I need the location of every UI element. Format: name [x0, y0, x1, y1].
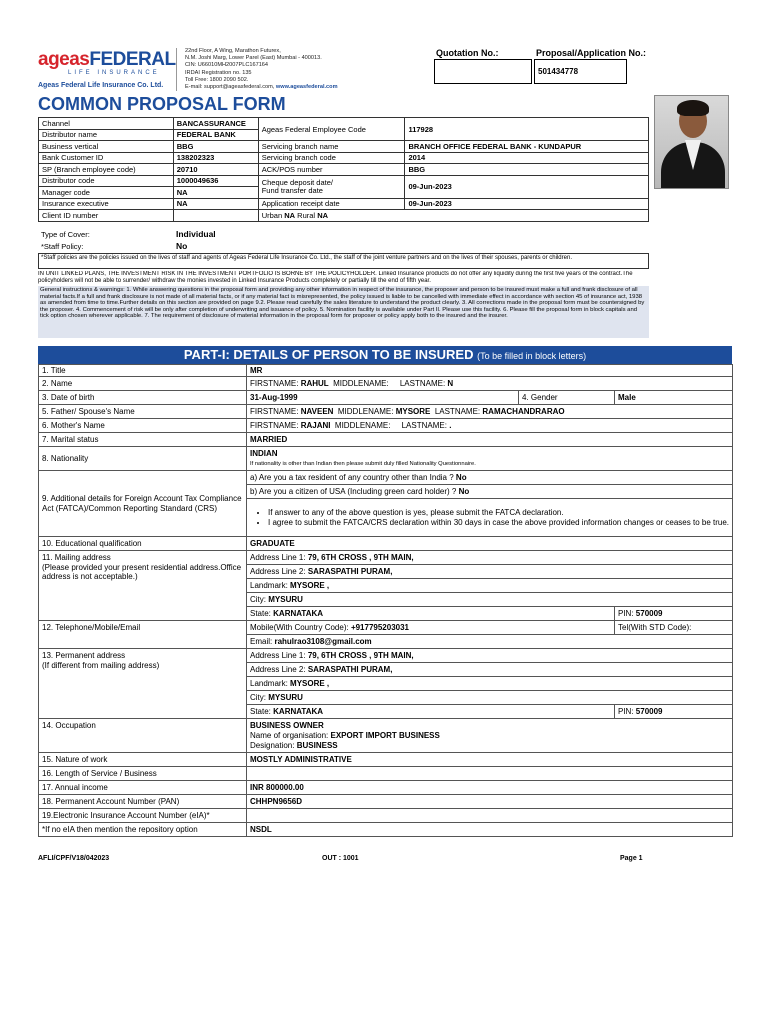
mail-line2: [247, 565, 733, 579]
mail-city: [247, 593, 733, 607]
mail-pin: [615, 607, 733, 621]
cin: CIN: U66010MH2007PLC167164: [185, 62, 269, 69]
org-value: EXPORT IMPORT BUSINESS: [330, 730, 440, 740]
label: Client ID number: [39, 210, 174, 222]
work-label: 15. Nature of work: [39, 753, 247, 767]
urban-value: NA: [284, 210, 296, 220]
nationality: INDIAN: [250, 448, 278, 458]
page-number: Page 1: [620, 855, 643, 862]
perm-line2: [247, 663, 733, 677]
value: 117928: [405, 118, 649, 141]
mother-lastname: .: [449, 421, 452, 430]
company-logo: [38, 50, 176, 76]
father-firstname: NAVEEN: [300, 407, 334, 416]
std-phone: [615, 621, 733, 635]
city-label: City:: [250, 595, 266, 604]
al1-label: Address Line 1:: [250, 651, 306, 660]
city-value: MYSURU: [268, 693, 303, 702]
pin-label: PIN:: [618, 707, 634, 716]
mailing-address-label: 11. Mailing address (Please provided your present residential address.Office address is not acceptable.): [39, 551, 247, 621]
ln-label: LASTNAME:: [434, 407, 481, 416]
value: 138202323: [173, 152, 258, 164]
value: 1000049636: [173, 175, 258, 187]
title-value: MR: [247, 365, 733, 377]
perm-pin: [615, 705, 733, 719]
lm-label: Landmark:: [250, 581, 288, 590]
rural-label: Rural: [297, 210, 316, 220]
state-value: KARNATAKA: [273, 609, 324, 618]
quotation-label: Quotation No.:: [436, 48, 499, 58]
lastname: N: [447, 379, 454, 388]
label: Business vertical: [39, 141, 174, 153]
general-instructions: General instructions & warnings: 1. While answering questions in the proposal form and providing any other information in respect of the insurance, the proposer and person to be insured must make a full and frank disclosure of all material facts.If a full and frank disclosure is not made of all material facts, or if any material fact is misrepresented, the policy issued is liable to be cancelled with immediate effect in accordance with section 45 of insurance act, 1938 as amended from time to time.Further details on this section are provided on page 9.2. Please read carefully the sales literature to understand the product clearly. 3. All corrections made in the proposal form must be countersigned by the proposer. 4. Commencement of risk will be only after completion of underwriting and issuance of policy. 5. Nomination facility is available under Part II. Please use this facility. 6. Please fill the proposal form in block capitals and tick option chosen wherever applicable. 7. The requirement of disclosure of material information in the proposal form for proposer or policy apply both to the insured and the insurer.: [38, 286, 649, 338]
label: Servicing branch code: [258, 152, 405, 164]
al1-label: Address Line 1:: [250, 553, 306, 562]
logo-ageas: ageas: [38, 49, 90, 70]
urban-label: Urban: [261, 210, 283, 220]
applicant-photo: [654, 95, 729, 189]
mail-state: [247, 607, 615, 621]
org-label: Name of organisation:: [250, 730, 329, 740]
nationality-value: [247, 447, 733, 471]
label: SP (Branch employee code): [39, 164, 174, 176]
al2-value: SARASPATHI PURAM,: [307, 665, 393, 674]
fatca-a1: No: [455, 473, 467, 482]
label: Distributor name: [39, 129, 174, 141]
father-middlename: MYSORE: [395, 407, 431, 416]
father-value: [247, 405, 733, 419]
education-label: 10. Educational qualification: [39, 537, 247, 551]
value: FEDERAL BANK: [173, 129, 258, 141]
mother-firstname: RAJANI: [300, 421, 331, 430]
staff-label: *Staff Policy:: [41, 242, 84, 251]
label: Channel: [39, 118, 174, 130]
logo-sub: LIFE INSURANCE: [68, 70, 160, 76]
label: Ageas Federal Employee Code: [258, 118, 405, 141]
insured-details-table: [38, 364, 733, 837]
state-label: State:: [250, 707, 271, 716]
father-lastname: RAMACHANDRARAO: [482, 407, 565, 416]
service-value: [247, 767, 733, 781]
fatca-bullet: • I agree to submit the FATCA/CRS declaration within 30 days in case the above provided information changes or ceases to be true.: [268, 518, 729, 528]
eia-label: 19.Electronic Insurance Account Number (eIA)*: [39, 809, 247, 823]
value: BBG: [173, 141, 258, 153]
irdai: IRDAI Registration no. 135: [185, 69, 252, 76]
fatca-a2: No: [458, 487, 470, 496]
permanent-address-label: 13. Permanent address (If different from mailing address): [39, 649, 247, 719]
gender-value: Male: [615, 391, 733, 405]
pin-label: PIN:: [618, 609, 634, 618]
part1-header: [38, 346, 732, 364]
company-name: Ageas Federal Life Insurance Co. Ltd.: [38, 82, 164, 89]
firstname: RAHUL: [300, 379, 329, 388]
mn-label: MIDDLENAME:: [334, 421, 391, 430]
perm-city: [247, 691, 733, 705]
distribution-info-table: [38, 117, 649, 222]
fatca-bullet: • If answer to any of the above question is yes, please submit the FATCA declaration.: [268, 508, 729, 518]
staff-policy: [41, 241, 188, 251]
address-line: N.M. Joshi Marg, Lower Parel (East) Mumbai - 400013.: [185, 55, 322, 62]
designation-value: BUSINESS: [296, 740, 338, 750]
email: E-mail: support@ageasfederal.com,: [185, 84, 275, 91]
repository-label: *If no eIA then mention the repository option: [39, 823, 247, 837]
email: [247, 635, 733, 649]
mobile: [247, 621, 615, 635]
label: Application receipt date: [258, 198, 405, 210]
al1-value: 79, 6TH CROSS , 9TH MAIN,: [307, 651, 414, 660]
staff-policy-note: *Staff policies are the policies issued on the lives of staff and agents of Ageas Federal Life Insurance Co. Ltd., the staff of the joint venture partners and on the lives of their spouses, parents or children.: [38, 253, 649, 269]
label: [258, 175, 405, 198]
lm-value: MYSORE ,: [290, 581, 330, 590]
marital-label: 7. Marital status: [39, 433, 247, 447]
contact-label: 12. Telephone/Mobile/Email: [39, 621, 247, 649]
gender-label: 4. Gender: [519, 391, 615, 405]
pan-value: CHHPN9656D: [247, 795, 733, 809]
company-address: [176, 48, 376, 91]
label: ACK/POS number: [258, 164, 405, 176]
fn-label: FIRSTNAME:: [250, 379, 299, 388]
income-label: 17. Annual income: [39, 781, 247, 795]
al2-value: SARASPATHI PURAM,: [307, 567, 393, 576]
fn-label: FIRSTNAME:: [250, 407, 299, 416]
value: BRANCH OFFICE FEDERAL BANK - KUNDAPUR: [405, 141, 649, 153]
city-value: MYSURU: [268, 595, 303, 604]
label: Bank Customer ID: [39, 152, 174, 164]
lm-label: Landmark:: [250, 679, 288, 688]
pin-value: 570009: [635, 707, 663, 716]
ln-label: LASTNAME:: [401, 421, 447, 430]
fatca-notes: [247, 499, 733, 537]
name-value: [247, 377, 733, 391]
occupation-label: 14. Occupation: [39, 719, 247, 753]
fatca-label: 9. Additional details for Foreign Account Tax Compliance Act (FATCA)/Common Reporting Standard (CRS): [39, 471, 247, 537]
state-label: State:: [250, 609, 271, 618]
proposal-label: Proposal/Application No.:: [536, 48, 647, 58]
mn-label: MIDDLENAME:: [337, 407, 394, 416]
value: [173, 210, 258, 222]
rural-value: NA: [317, 210, 329, 220]
mn-label: MIDDLENAME:: [333, 379, 389, 388]
mobile-label: Mobile(With Country Code):: [250, 623, 349, 632]
cover-value: Individual: [176, 229, 216, 239]
email-value: rahulrao3108@gmail.com: [274, 637, 372, 646]
urban-rural: [258, 210, 648, 222]
dob-label: 3. Date of birth: [39, 391, 247, 405]
income-value: INR 800000.00: [247, 781, 733, 795]
mail-line1: [247, 551, 733, 565]
mail-landmark: [247, 579, 733, 593]
occupation: BUSINESS OWNER: [250, 720, 324, 730]
value: 09-Jun-2023: [405, 198, 649, 210]
value: BANCASSURANCE: [173, 118, 258, 130]
repository-value: NSDL: [247, 823, 733, 837]
value: 09-Jun-2023: [405, 175, 649, 198]
fatca-q1: [247, 471, 733, 485]
title-label: 1. Title: [39, 365, 247, 377]
name-label: 2. Name: [39, 377, 247, 391]
pin-value: 570009: [635, 609, 663, 618]
value: NA: [173, 187, 258, 199]
mobile-value: +917795203031: [350, 623, 409, 632]
fatca-q1-text: a) Are you a tax resident of any country other than India ?: [250, 473, 454, 482]
cover-type: [41, 229, 216, 239]
value: 20710: [173, 164, 258, 176]
designation-label: Designation:: [250, 740, 295, 750]
ln-label: LASTNAME:: [399, 379, 446, 388]
label: Servicing branch name: [258, 141, 405, 153]
cheque-label-2: Fund transfer date: [261, 185, 323, 195]
proposal-box: 501434778: [534, 59, 627, 84]
part1-title: PART-I: DETAILS OF PERSON TO BE INSURED: [183, 347, 474, 362]
std-label: Tel(With STD Code):: [618, 623, 692, 632]
staff-value: No: [176, 241, 188, 251]
out-number: OUT : 1001: [322, 855, 359, 862]
logo-federal: FEDERAL: [89, 49, 176, 70]
quotation-box: [434, 59, 532, 84]
marital-value: MARRIED: [247, 433, 733, 447]
perm-line1: [247, 649, 733, 663]
nationality-label: 8. Nationality: [39, 447, 247, 471]
label: Manager code: [39, 187, 174, 199]
al1-value: 79, 6TH CROSS , 9TH MAIN,: [307, 553, 414, 562]
education-value: GRADUATE: [247, 537, 733, 551]
value: 2014: [405, 152, 649, 164]
state-value: KARNATAKA: [273, 707, 324, 716]
website-link[interactable]: www.ageasfederal.com: [275, 84, 338, 91]
pan-label: 18. Permanent Account Number (PAN): [39, 795, 247, 809]
dob-value: 31-Aug-1999: [247, 391, 519, 405]
fn-label: FIRSTNAME:: [250, 421, 299, 430]
father-label: 5. Father/ Spouse's Name: [39, 405, 247, 419]
service-label: 16. Length of Service / Business: [39, 767, 247, 781]
fatca-q2: [247, 485, 733, 499]
cover-label: Type of Cover:: [41, 230, 90, 239]
value: BBG: [405, 164, 649, 176]
address-line: 22nd Floor, A Wing, Marathon Futurex,: [185, 48, 281, 54]
mother-value: [247, 419, 733, 433]
cheque-label-1: Cheque deposit date/: [261, 177, 333, 187]
al2-label: Address Line 2:: [250, 567, 306, 576]
form-title: COMMON PROPOSAL FORM: [38, 94, 286, 114]
work-value: MOSTLY ADMINISTRATIVE: [247, 753, 733, 767]
mother-label: 6. Mother's Name: [39, 419, 247, 433]
part1-subtitle: (To be filled in block letters): [477, 351, 587, 361]
ulip-disclaimer: IN UNIT LINKED PLANS, THE INVESTMENT RISK IN THE INVESTMENT PORTFOLIO IS BORNE BY THE POLICYHOLDER. Linked Insurance products do not offer any liquidity during the first five years of the contract.The policyholders will not be able to surrender/ withdraw the monies invested in Linked Insurance Products completely or partially till the end of fifth year.: [38, 271, 633, 284]
lm-value: MYSORE ,: [290, 679, 330, 688]
email-label: Email:: [250, 637, 273, 646]
perm-landmark: [247, 677, 733, 691]
toll-free: Toll Free: 1800 2090 502.: [185, 76, 249, 83]
value: NA: [173, 198, 258, 210]
perm-state: [247, 705, 615, 719]
label: Distributor code: [39, 175, 174, 187]
label: Insurance executive: [39, 198, 174, 210]
eia-value: [247, 809, 733, 823]
city-label: City:: [250, 693, 266, 702]
form-code: AFLI/CPF/V18/042023: [38, 855, 110, 862]
fatca-q2-text: b) Are you a citizen of USA (Including green card holder) ?: [250, 487, 457, 496]
occupation-value: [247, 719, 733, 753]
al2-label: Address Line 2:: [250, 665, 306, 674]
nationality-note: If nationality is other than Indian then please submit duly filled Nationality Questionnaire.: [250, 460, 476, 467]
